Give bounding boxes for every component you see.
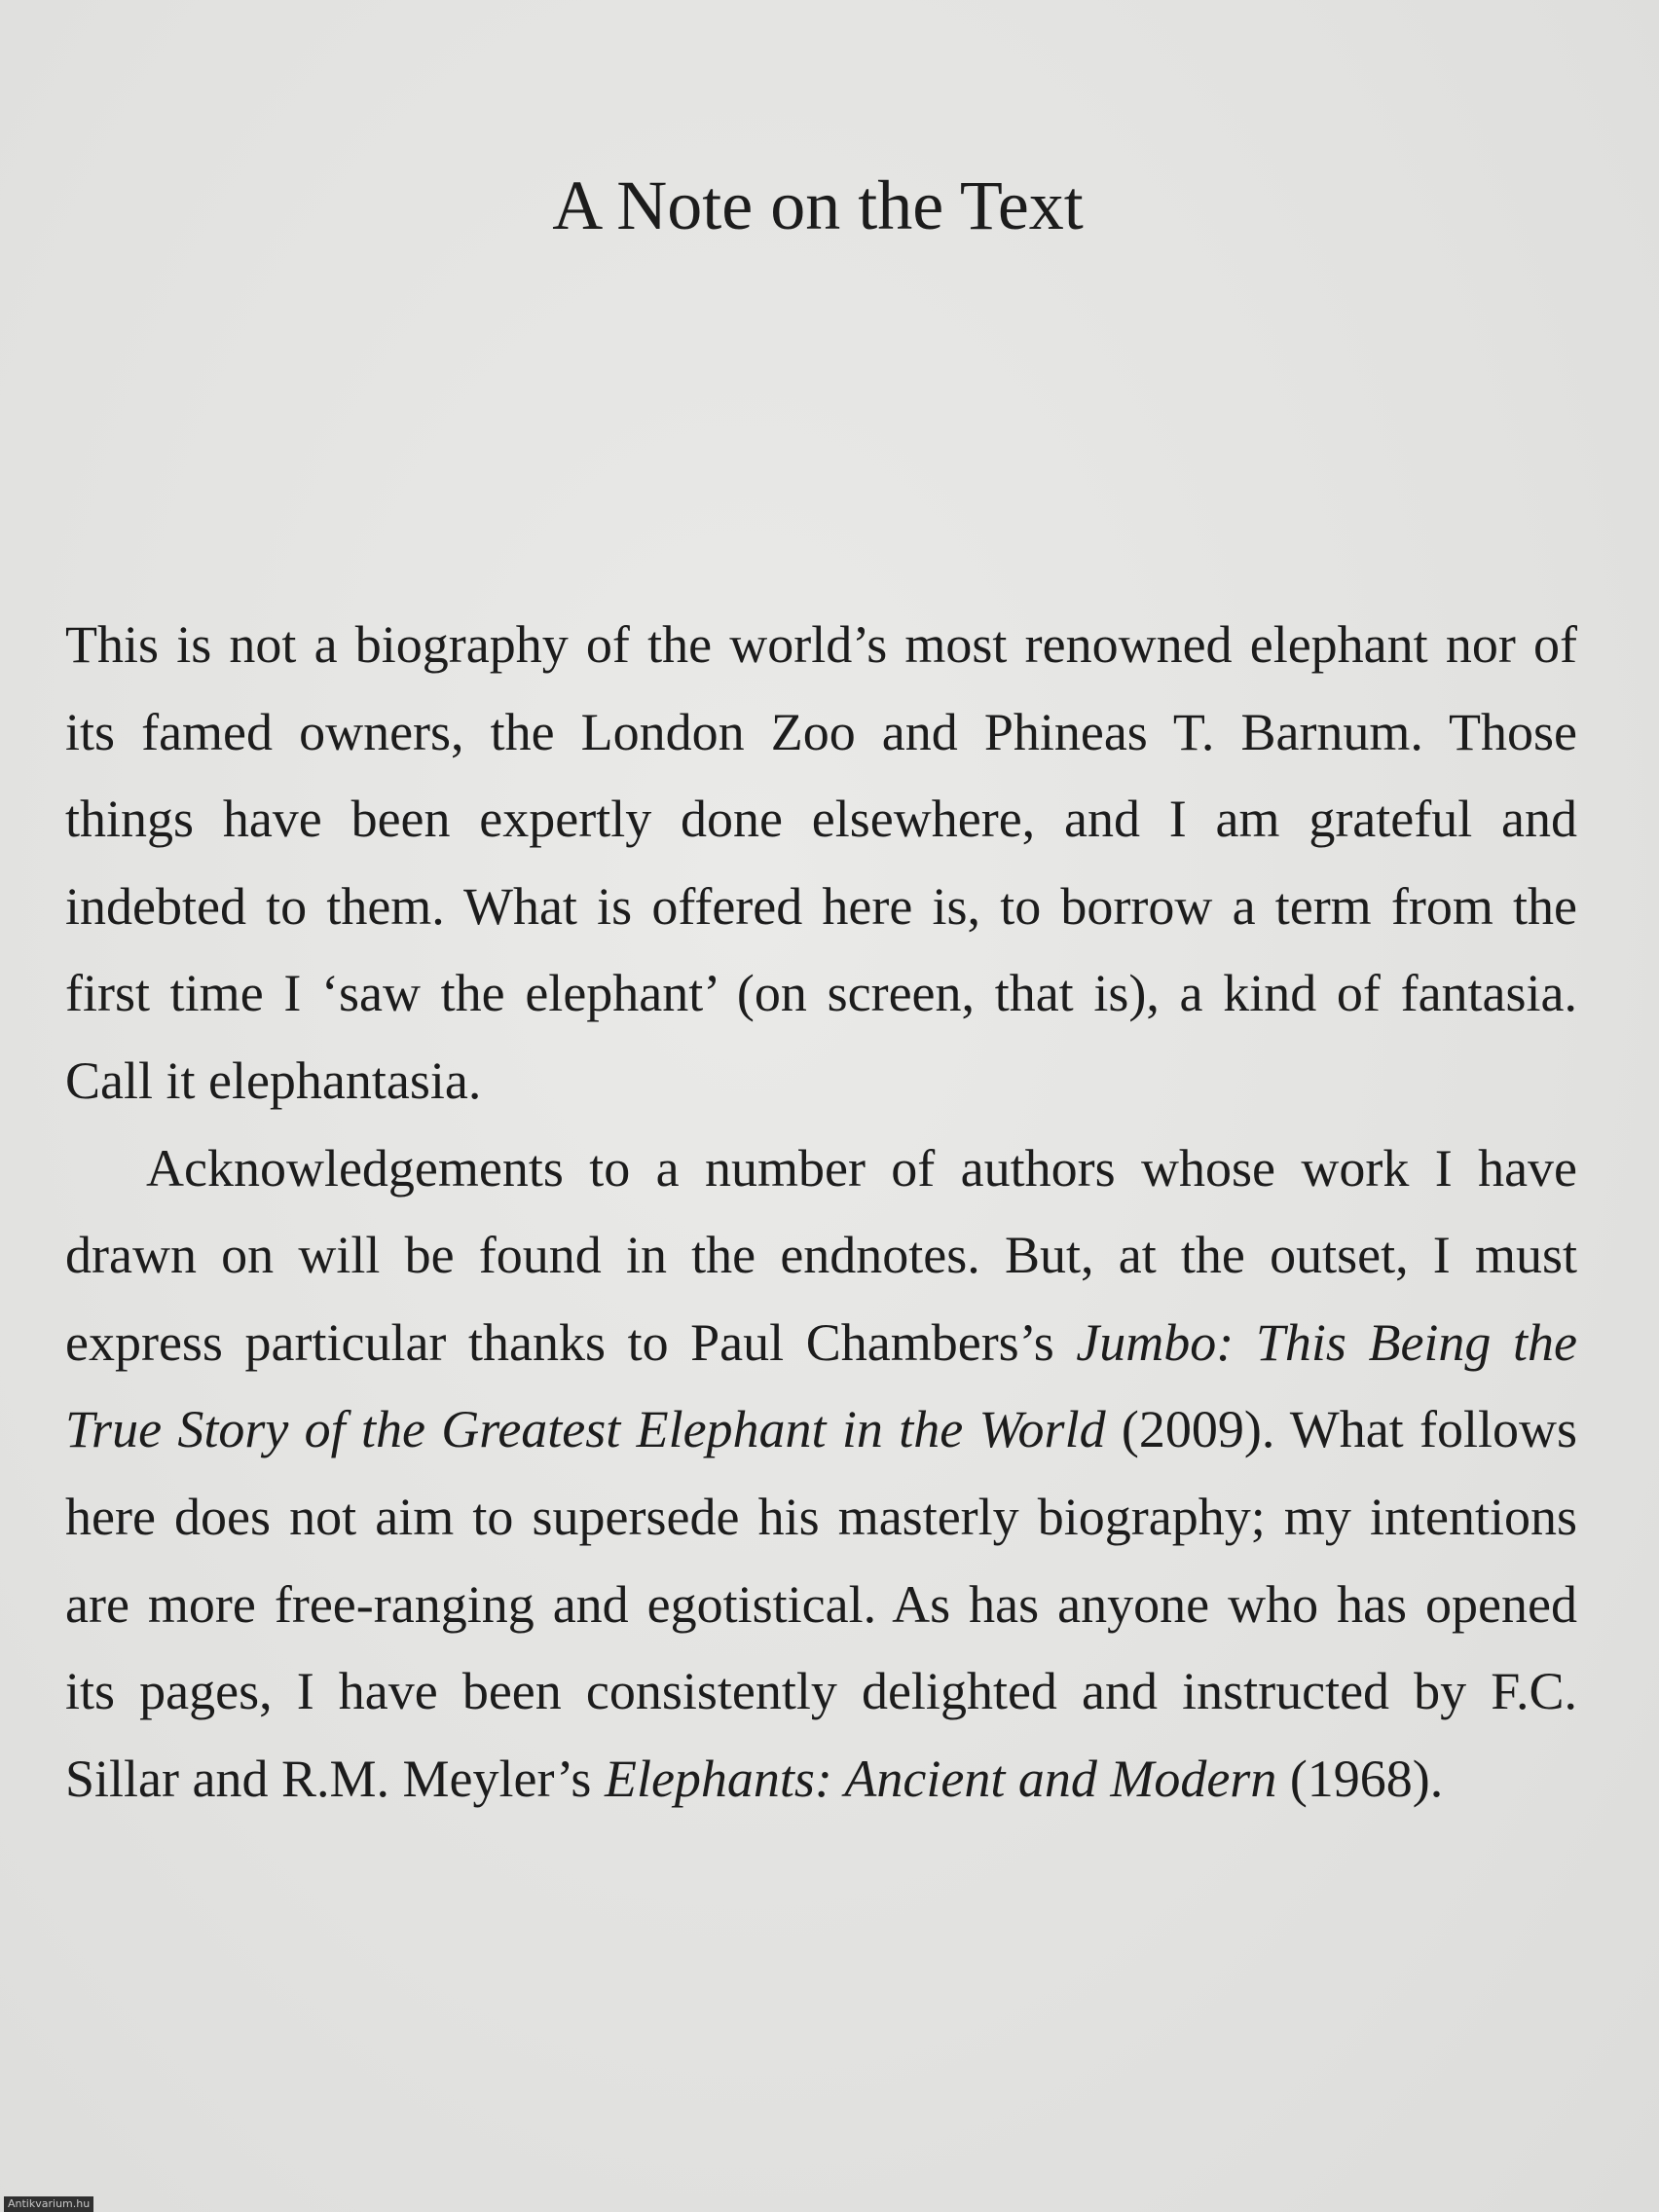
paragraph-2-text-b: (2009). What follows here does not aim to supersede his masterly biography; my intentions are more free-ranging and egotistical. As has anyone who has opened its pages, I have been consistently delighted and instructed by F.C. Sillar and R.M. Meyler’s [65, 1400, 1577, 1808]
watermark: Antikvarium.hu [4, 2196, 93, 2212]
paragraph-2-text-c: (1968). [1276, 1749, 1444, 1808]
paragraph-2-text-a: Acknowledgements to a number of authors whose work I have drawn on will be found in the endnotes. But, at the outset, I must express particular thanks to Paul Chambers’s [65, 1138, 1577, 1372]
paragraph-1-text: This is not a biography of the world’s most renowned elephant nor of its famed owners, the London Zoo and Phineas T. Barnum. Those things have been expertly done elsewhere, and I am grateful and indebted to them. What is offered here is, to borrow a term from the first time I ‘saw the elephant’ (on screen, that is), a kind of fantasia. Call it elephantasia. [65, 615, 1577, 1110]
book-title-elephants: Elephants: Ancient and Modern [604, 1749, 1277, 1808]
paragraph-2 [65, 1125, 1577, 1824]
book-title-jumbo: Jumbo: This Being the True Story of the Greatest Elephant in the World [65, 1312, 1577, 1459]
paragraph-1 [65, 602, 1577, 1125]
chapter-title: A Note on the Text [552, 166, 1084, 244]
body-text [65, 602, 1577, 1823]
